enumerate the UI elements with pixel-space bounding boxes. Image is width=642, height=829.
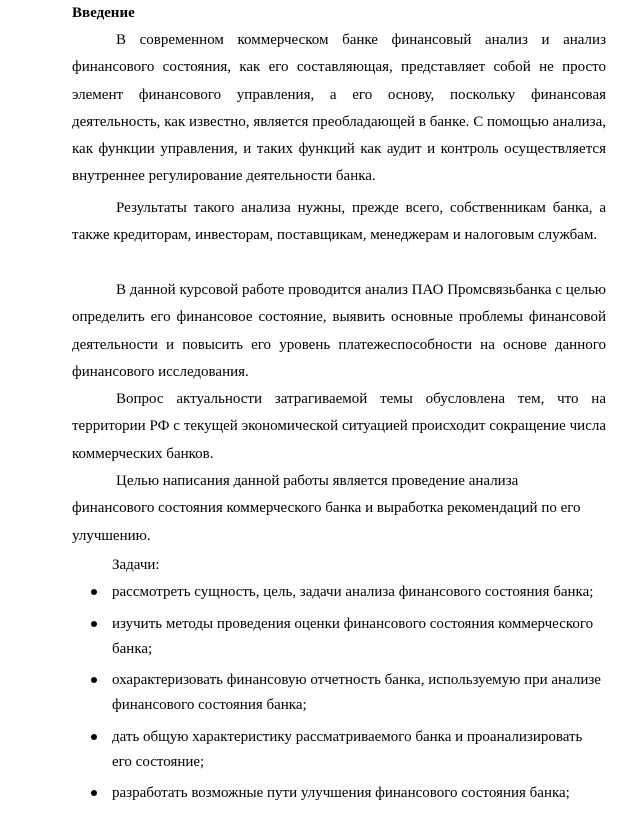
task-list bbox=[72, 580, 606, 813]
bullet-icon bbox=[91, 589, 97, 595]
paragraph-users: Результаты такого анализа нужны, прежде всего, собственникам банка, а также кредиторам, инвесторам, поставщикам, менеджерам и налоговым службам. bbox=[72, 200, 606, 244]
bullet-icon bbox=[91, 621, 97, 627]
paragraph-intro: В современном коммерческом банке финансовый анализ и анализ финансового состояния, как его составляющая, представляет собой не просто элемент финансового управления, а его основу, поскольку финансовая деятельность, как известно, является преобладающей в банке. С помощью анализа, как функции управления, и таких функций как аудит и контроль осуществляется внутреннее регулирование деятельности банка. bbox=[72, 32, 606, 185]
paragraph-relevance: Вопрос актуальности затрагиваемой темы обусловлена тем, что на территории РФ с текущей экономической ситуацией происходит сокращение числа коммерческих банков. bbox=[72, 391, 606, 462]
list-item bbox=[72, 612, 606, 662]
bullet-icon bbox=[91, 734, 97, 740]
list-item bbox=[72, 725, 606, 775]
list-item bbox=[72, 580, 606, 605]
tasks-label: Задачи: bbox=[112, 557, 160, 573]
bullet-icon bbox=[91, 790, 97, 796]
task-text: изучить методы проведения оценки финансового состояния коммерческого банка; bbox=[112, 615, 594, 657]
paragraph-purpose: В данной курсовой работе проводится анализ ПАО Промсвязьбанка с целью определить его финансовое состояние, выявить основные проблемы финансовой деятельности и повысить его уровень платежеспособности на основе данного финансового исследования. bbox=[72, 282, 606, 380]
list-item bbox=[72, 668, 606, 718]
task-text: рассмотреть сущность, цель, задачи анализа финансового состояния банка; bbox=[112, 584, 594, 600]
task-text: дать общую характеристику рассматриваемого банка и проанализировать его состояние; bbox=[112, 728, 583, 770]
bullet-icon bbox=[91, 677, 97, 683]
task-text: охарактеризовать финансовую отчетность банка, используемую при анализе финансового состояния банка; bbox=[112, 672, 601, 713]
task-text: разработать возможные пути улучшения финансового состояния банка; bbox=[112, 785, 570, 801]
list-item bbox=[72, 781, 606, 806]
paragraph-goal: Целью написания данной работы является проведение анализа финансового состояния коммерческого банка и выработка рекомендаций по его улучшению. bbox=[72, 473, 581, 544]
section-heading: Введение bbox=[72, 5, 135, 21]
